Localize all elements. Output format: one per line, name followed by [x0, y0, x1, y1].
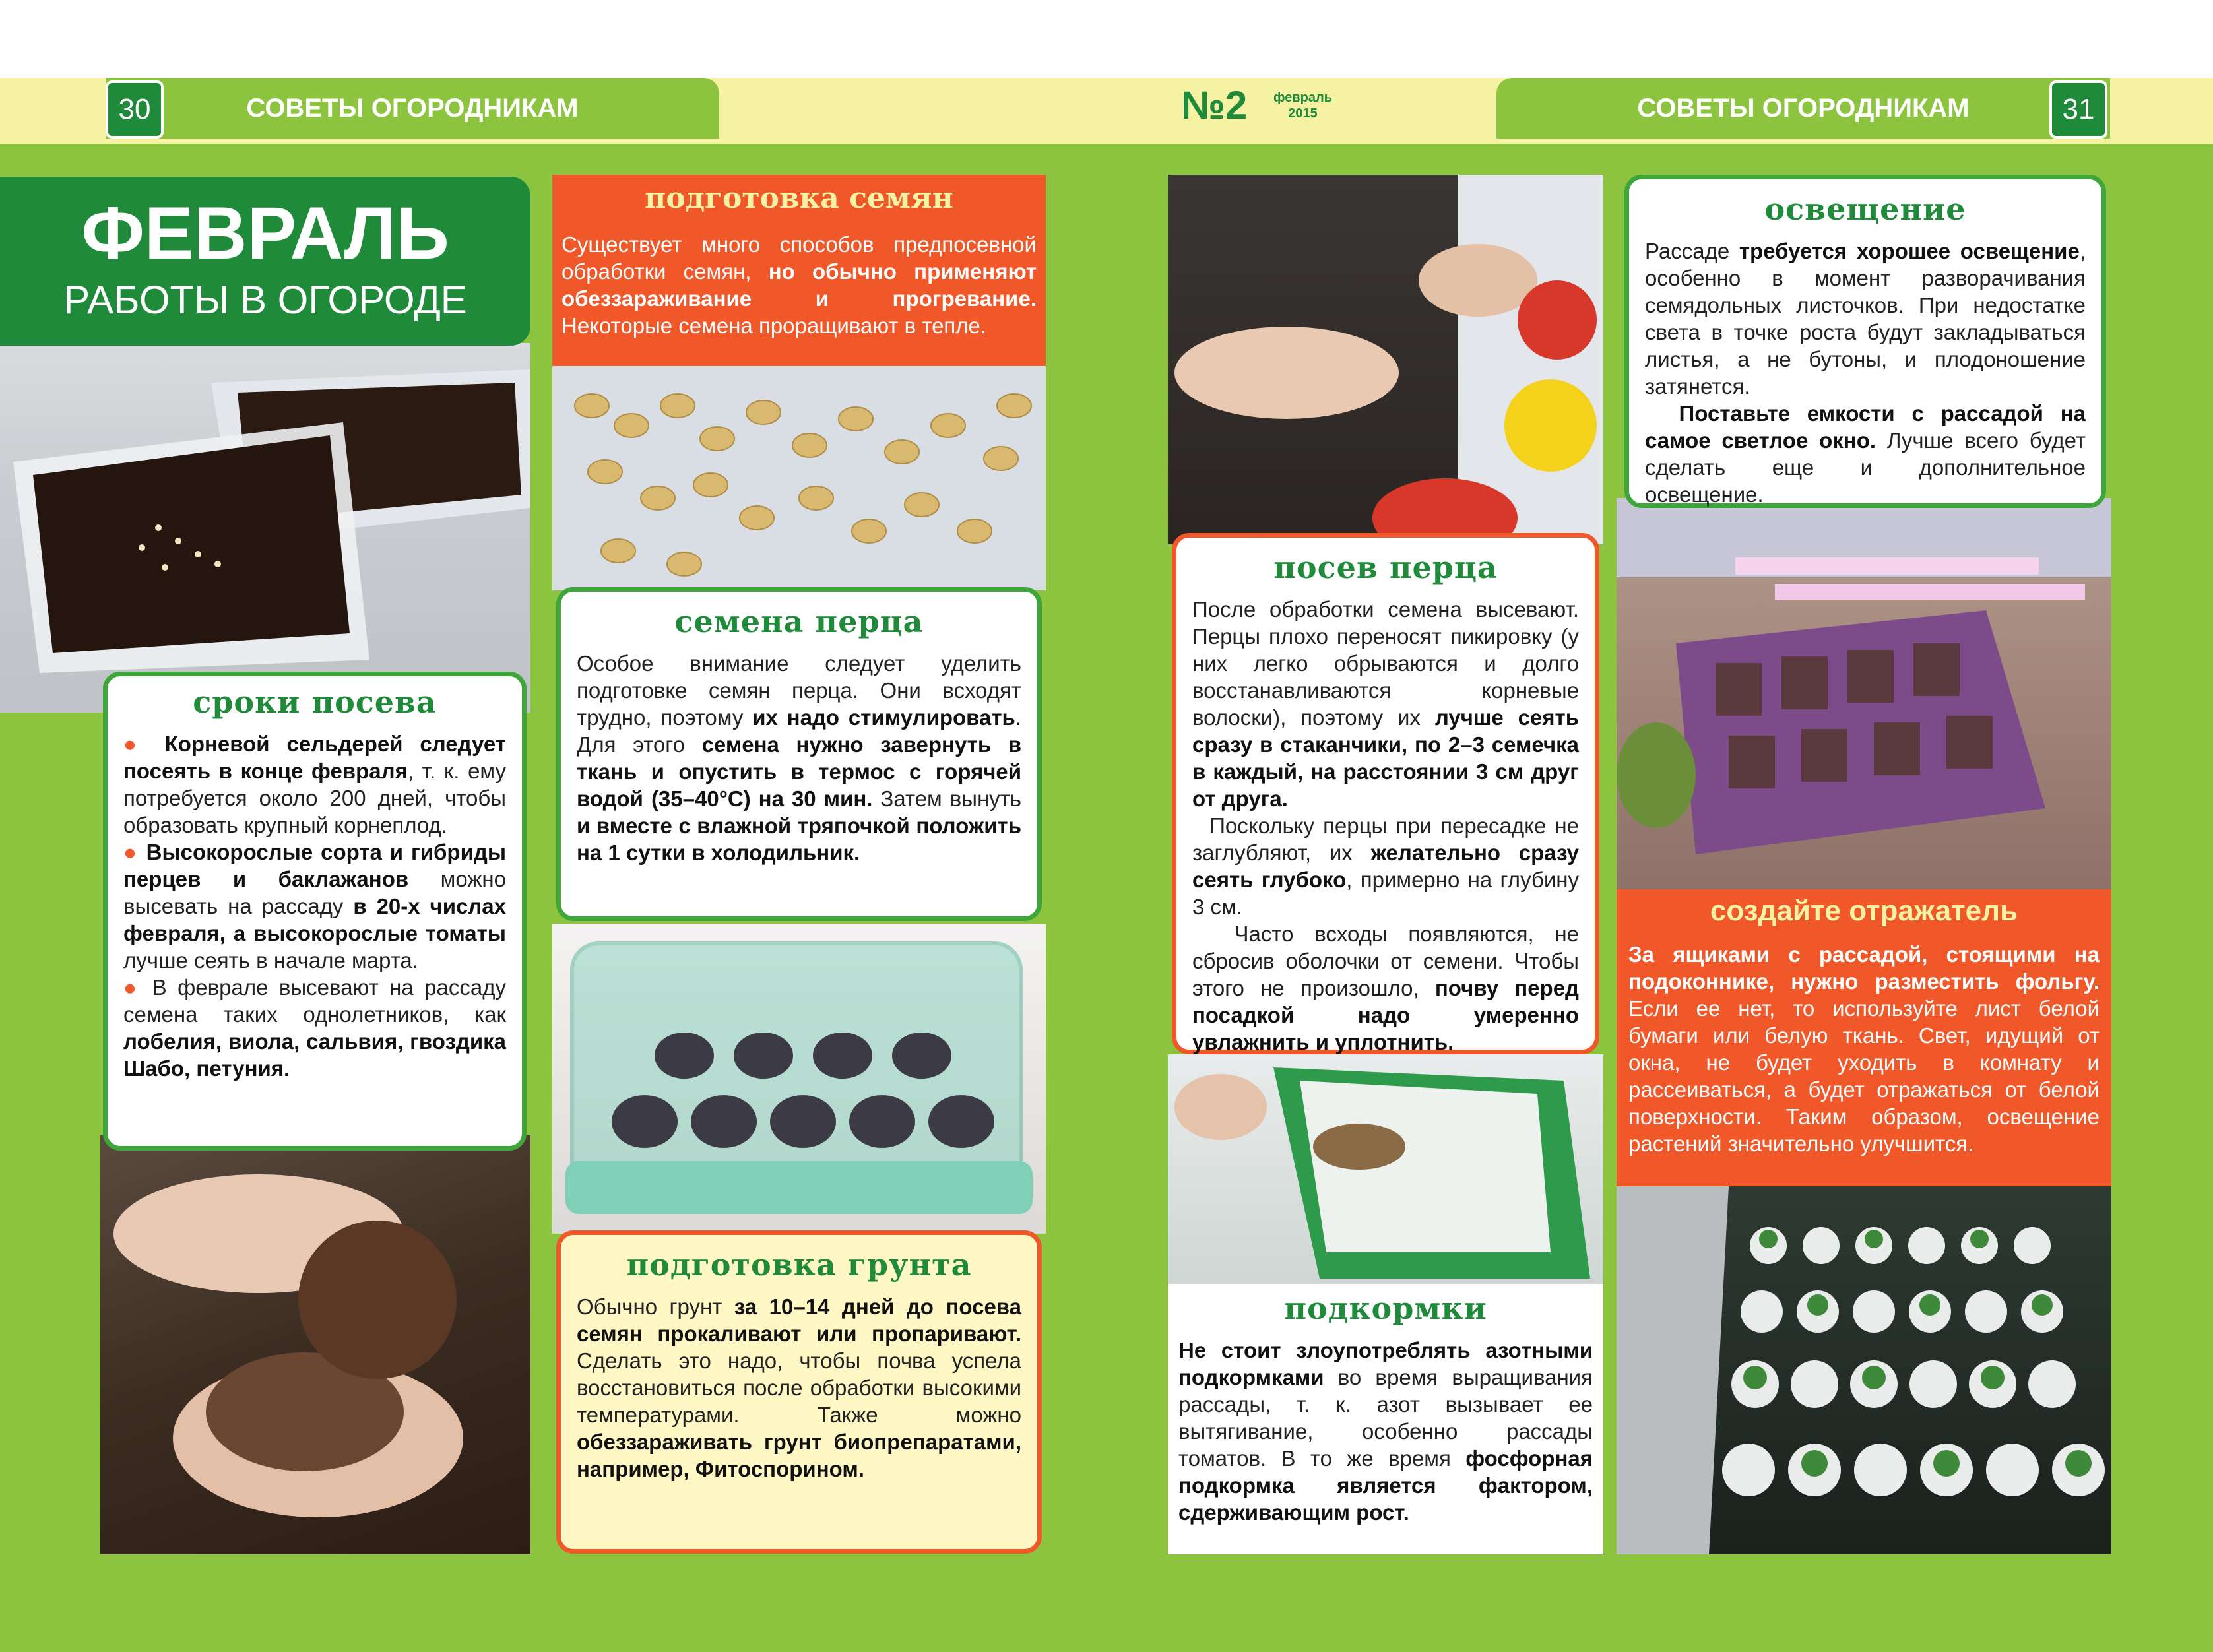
pepper-seeds-heading: семена перца [674, 604, 924, 639]
seed-prep-t1-bold: но обычно применяют обеззараживание и прогревание. [561, 259, 1037, 311]
lighting-t1-bold: требуется хорошее освещение [1739, 239, 2080, 263]
section-label-right: СОВЕТЫ ОГОРОДНИКАМ [1637, 93, 1970, 123]
sowing-dates-p2: лучше сеять в начале марта. [123, 948, 418, 972]
seed-prep-text [561, 231, 1037, 339]
pepper-sowing-t1-bold: лучше сеять сразу в стаканчики, по 2–3 семечка в каждый, на расстоянии 3 см друг от друга. [1192, 705, 1579, 811]
pepper-seeds-box [556, 587, 1042, 921]
issue-year: 2015 [1288, 106, 1318, 121]
pepper-sowing-box [1172, 533, 1599, 1054]
pepper-seeds-t2-bold: семена нужно завернуть в ткань и опустить в термос с горячей водой (35–40°С) на 30 мин. [577, 732, 1022, 811]
seed-prep-heading: подготовка семян [645, 181, 953, 215]
seed-prep-box [552, 175, 1046, 366]
lighting-heading: освещение [1764, 191, 1966, 227]
photo-pepper-seeds [552, 366, 1046, 590]
pepper-sowing-t2-rest: , примерно на глубину 3 см. [1192, 868, 1579, 919]
reflector-text [1628, 941, 2100, 1157]
soil-prep-t1: Обычно грунт [577, 1294, 734, 1319]
photo-hands-soil [100, 1135, 530, 1554]
soil-prep-t1-bold: за 10–14 дней до посева семян прокаливают или пропаривают. [577, 1294, 1021, 1346]
feeding-box [1168, 1284, 1603, 1554]
pepper-sowing-t2: Поскольку перцы при пересадке не заглубляют, их [1192, 813, 1579, 865]
lighting-t2: Лучше всего будет сделать еще и дополнительное освещение. [1645, 428, 2086, 507]
issue-number: №2 [1181, 83, 1248, 127]
pepper-seeds-t3-bold: и вместе с влажной тряпочкой положить на 1 сутки в холодильник. [577, 813, 1021, 865]
sowing-dates-p2-mid: можно высевать на рассаду [123, 867, 506, 918]
seed-prep-t2: Некоторые семена проращивают в тепле. [561, 313, 987, 338]
bullet-icon: ● [123, 840, 139, 864]
page-number-right: 31 [2049, 80, 2107, 139]
feeding-t1-bold: Не стоит злоупотреблять азотными подкормками [1178, 1338, 1593, 1389]
section-tab-left [106, 78, 719, 139]
bullet-icon: ● [123, 732, 148, 756]
sowing-dates-text [123, 730, 506, 1082]
soil-prep-heading: подготовка грунта [626, 1247, 972, 1283]
sowing-dates-box [103, 672, 527, 1151]
page-title: ФЕВРАЛЬ [81, 192, 449, 274]
pepper-sowing-t3: Часто всходы появляются, не сбросив оболочки от семени. Чтобы этого не произошло, [1192, 922, 1579, 1000]
pepper-sowing-t2-bold: желательно сразу сеять глубоко [1192, 841, 1580, 892]
page-number-left: 30 [106, 80, 164, 139]
pepper-seeds-t3: Затем вынуть [872, 786, 1021, 811]
issue-month: февраль [1273, 90, 1332, 105]
sowing-dates-p1: , т. к. ему потребуется около 200 дней, чтобы образовать крупный корнеплод. [123, 759, 506, 837]
feeding-text [1178, 1337, 1593, 1526]
seed-prep-t1: Существует много способов предпосевной обработки семян, [561, 232, 1037, 284]
soil-prep-t2-bold: обеззараживать грунт биопрепаратами, например, Фитоспорином. [577, 1430, 1021, 1481]
sowing-dates-p3-bold: лобелия, виола, сальвия, гвоздика Шабо, петуния. [123, 1029, 506, 1081]
lighting-t1: Рассаде [1645, 239, 1739, 263]
section-tab-right [1496, 78, 2110, 139]
bullet-icon: ● [123, 975, 142, 1000]
pepper-seeds-t2: . Для этого [577, 705, 1021, 757]
page-title-block [0, 177, 530, 346]
photo-mini-greenhouse [552, 924, 1046, 1234]
pepper-sowing-t1: После обработки семена высевают. Перцы плохо переносят пикировку (у них легко обрываются и долго восстанавливаются корневые волоски), поэтому их [1192, 597, 1579, 730]
page-subtitle: РАБОТЫ В ОГОРОДЕ [63, 278, 467, 322]
pepper-sowing-text [1192, 596, 1579, 1056]
lighting-box [1624, 175, 2106, 508]
photo-fertilizer [1168, 1054, 1603, 1285]
sowing-dates-p1-bold: Корневой сельдерей следует посеять в конце февраля [123, 732, 506, 783]
feeding-heading: подкормки [1284, 1290, 1487, 1326]
reflector-t1: Если ее нет, то используйте лист белой бумаги или белую ткань. Свет, идущий от окна, не будет уходить в комнату и рассеиваться, а будет отражаться от белой поверхности. Таким образом, освещение растений значительно улучшится. [1628, 996, 2100, 1156]
sowing-dates-p2-bold: Высокорослые сорта и гибриды перцев и баклажанов [123, 840, 507, 891]
section-label-left: СОВЕТЫ ОГОРОДНИКАМ [246, 93, 579, 123]
pepper-seeds-t1: Особое внимание следует уделить подготовке семян перца. Они всходят трудно, поэтому [577, 651, 1021, 730]
reflector-box [1617, 889, 2111, 1186]
reflector-heading: создайте отражатель [1710, 895, 2018, 927]
sowing-dates-p3: В феврале высевают на рассаду семена таких однолетников, как [123, 975, 506, 1027]
issue-date [1273, 90, 1332, 121]
lighting-text [1645, 238, 2086, 508]
pepper-sowing-t3-bold: почву перед посадкой надо умеренно увлажнить и уплотнить. [1192, 976, 1580, 1054]
lighting-t2-bold: Поставьте емкости с рассадой на самое светлое окно. [1645, 401, 2086, 453]
soil-prep-t2: Сделать это надо, чтобы почва успела восстановиться после обработки высокими температурами. Также можно [577, 1349, 1021, 1427]
feeding-t2-bold: фосфорная подкормка является фактором, сдерживающим рост. [1178, 1446, 1593, 1525]
page-top-margin [0, 0, 2213, 78]
photo-grow-lights [1617, 498, 2111, 891]
photo-seedlings [1617, 1186, 2111, 1554]
pepper-seeds-text [577, 650, 1021, 866]
photo-seed-trays [0, 343, 530, 713]
reflector-t1-bold: За ящиками с рассадой, стоящими на подоконнике, нужно разместить фольгу. [1628, 942, 2100, 994]
sowing-dates-heading: сроки посева [193, 684, 437, 720]
soil-prep-text [577, 1293, 1021, 1482]
lighting-t1-rest: , особенно в момент разворачивания семядольных листочков. При недостатке света в точке роста будут закладываться листья, а не бутоны, и плодоношение затянется. [1645, 239, 2086, 398]
soil-prep-box [556, 1230, 1042, 1554]
photo-sowing-pepper [1168, 175, 1603, 544]
pepper-seeds-t1-bold: их надо стимулировать [752, 705, 1015, 730]
feeding-t1: во время выращивания рассады, т. к. азот вызывает ее вытягивание, особенно рассады томатов. В то же время [1178, 1365, 1593, 1471]
sowing-dates-p2-bold2: в 20-х числах февраля, а высокорослые томаты [123, 894, 506, 945]
pepper-sowing-heading: посев перца [1273, 550, 1498, 585]
